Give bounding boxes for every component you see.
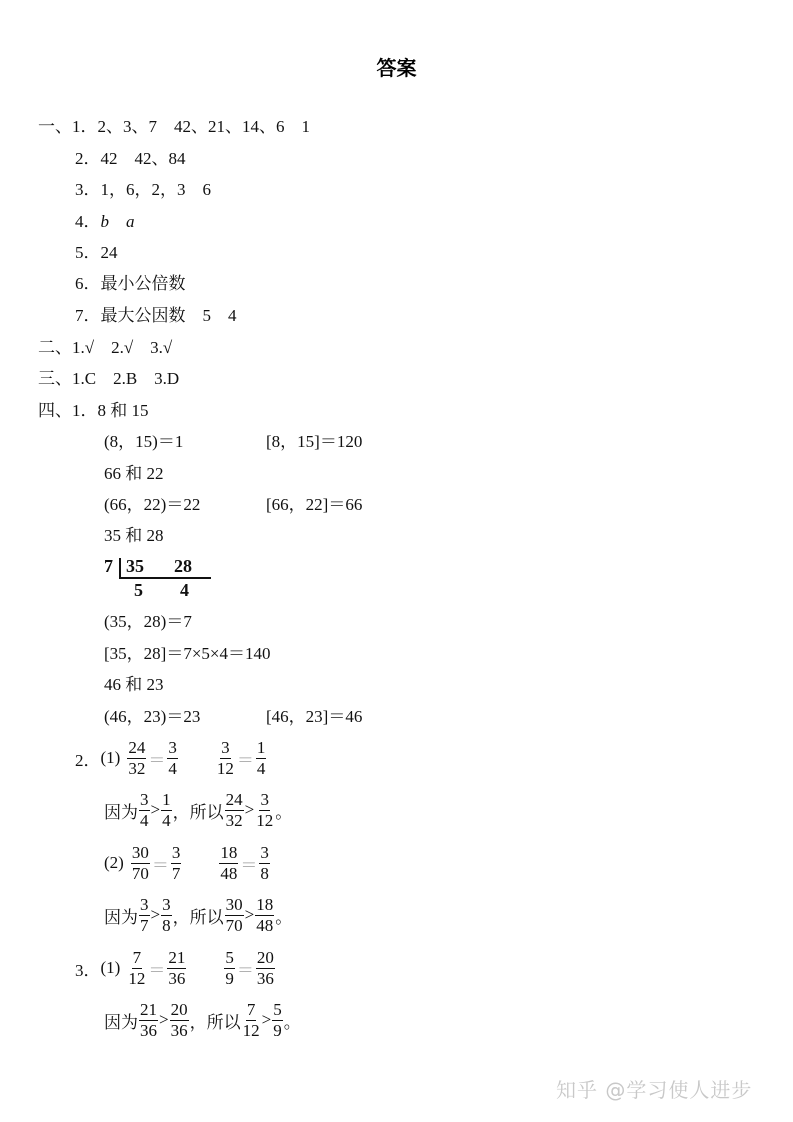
q2-part2-comparison: 因为 $\frac{3}{7}$ > $\frac{3}{8}$ ，所以 $\frac{30}{70}$ > $\frac{18}{48}$ 。 bbox=[104, 894, 293, 935]
section-3: 三、1.C 2.B 3.D bbox=[38, 369, 180, 388]
fraction: $\frac{21}{36}$ bbox=[168, 947, 186, 988]
quotient-1: 5 bbox=[134, 580, 143, 600]
section-1-item-6: 6．最小公倍数 bbox=[75, 274, 186, 293]
section-1-item-1: 一、1．2、3、7 42、21、14、6 1 bbox=[38, 117, 310, 136]
fraction: $\frac{1}{4}$ bbox=[162, 789, 171, 830]
q2-part2-equations: (2) $\frac{30}{70}$ ＝ $\frac{3}{7}$ $\frac{18}{48}$ ＝ $\frac{3}{8}$ bbox=[104, 842, 269, 883]
fraction: $\frac{3}{12}$ bbox=[256, 789, 274, 830]
q2-part1-comparison: 因为 $\frac{3}{4}$ > $\frac{1}{4}$ ，所以 $\frac{24}{32}$ > $\frac{3}{12}$ 。 bbox=[104, 789, 293, 830]
section-1-item-5: 5．24 bbox=[75, 243, 118, 262]
division-vertical-line bbox=[119, 558, 121, 578]
fraction: $\frac{20}{36}$ bbox=[170, 999, 188, 1040]
divisor: 7 bbox=[104, 556, 113, 576]
gcd-8-15: (8，15)＝1 bbox=[104, 432, 184, 451]
fraction: $\frac{3}{4}$ bbox=[168, 737, 177, 778]
pair-46-23-title: 46 和 23 bbox=[104, 675, 164, 694]
section-4-q1-title: 四、1．8 和 15 bbox=[38, 401, 149, 420]
fraction: $\frac{18}{48}$ bbox=[220, 842, 238, 883]
pair-66-22-title: 66 和 22 bbox=[104, 464, 164, 483]
division-horizontal-line bbox=[119, 577, 211, 579]
lcm-46-23: [46，23]＝46 bbox=[266, 707, 363, 726]
fraction: $\frac{3}{4}$ bbox=[140, 789, 149, 830]
section-1-item-7: 7．最大公因数 5 4 bbox=[75, 306, 237, 325]
section-2: 二、1.√ 2.√ 3.√ bbox=[38, 338, 173, 357]
fraction: $\frac{3}{12}$ bbox=[216, 737, 234, 778]
fraction: $\frac{1}{4}$ bbox=[256, 737, 266, 778]
lcm-66-22: [66，22]＝66 bbox=[266, 495, 363, 514]
dividend-2: 28 bbox=[174, 556, 192, 576]
watermark: 知乎 @学习使人进步 bbox=[556, 1078, 753, 1102]
fraction: $\frac{3}{8}$ bbox=[260, 842, 269, 883]
fraction: $\frac{5}{9}$ bbox=[273, 999, 282, 1040]
q3-part1-equations: 3． (1) $\frac{7}{12}$ ＝ $\frac{21}{36}$ $\frac{5}{9}$ ＝ $\frac{20}{36}$ bbox=[75, 947, 274, 988]
lcm-8-15: [8，15]＝120 bbox=[266, 432, 363, 451]
fraction: $\frac{30}{70}$ bbox=[225, 894, 243, 935]
fraction: $\frac{21}{36}$ bbox=[140, 999, 157, 1040]
lcm-35-28: [35，28]＝7×5×4＝140 bbox=[104, 644, 271, 663]
fraction: $\frac{3}{7}$ bbox=[171, 842, 181, 883]
page-title: 答案 bbox=[376, 56, 417, 80]
pair-35-28-title: 35 和 28 bbox=[104, 526, 164, 545]
gcd-46-23: (46，23)＝23 bbox=[104, 707, 201, 726]
fraction: $\frac{7}{12}$ bbox=[128, 947, 146, 988]
fraction: $\frac{20}{36}$ bbox=[256, 947, 274, 988]
fraction: $\frac{24}{32}$ bbox=[128, 737, 146, 778]
q2-part1-equations: 2． (1) $\frac{24}{32}$ ＝ $\frac{3}{4}$ $\frac{3}{12}$ ＝ $\frac{1}{4}$ bbox=[75, 737, 266, 778]
fraction: $\frac{24}{32}$ bbox=[225, 789, 243, 830]
q3-part1-comparison: 因为 $\frac{21}{36}$ > $\frac{20}{36}$ ，所以 $\frac{7}{12}$ > $\frac{5}{9}$ 。 bbox=[104, 999, 301, 1040]
fraction: $\frac{18}{48}$ bbox=[256, 894, 274, 935]
gcd-66-22: (66，22)＝22 bbox=[104, 495, 201, 514]
short-division bbox=[104, 556, 214, 604]
fraction: $\frac{30}{70}$ bbox=[131, 842, 149, 883]
fraction: $\frac{5}{9}$ bbox=[225, 947, 234, 988]
fraction: $\frac{3}{8}$ bbox=[162, 894, 171, 935]
section-1-item-3: 3．1，6，2，3 6 bbox=[75, 180, 211, 199]
fraction: $\frac{3}{7}$ bbox=[140, 894, 149, 935]
section-1-item-2: 2．42 42、84 bbox=[75, 149, 186, 168]
quotient-2: 4 bbox=[180, 580, 189, 600]
gcd-35-28: (35，28)＝7 bbox=[104, 612, 192, 631]
fraction: $\frac{7}{12}$ bbox=[242, 999, 260, 1040]
dividend-1: 35 bbox=[126, 556, 144, 576]
section-1-item-4: 4．b a bbox=[75, 212, 135, 231]
